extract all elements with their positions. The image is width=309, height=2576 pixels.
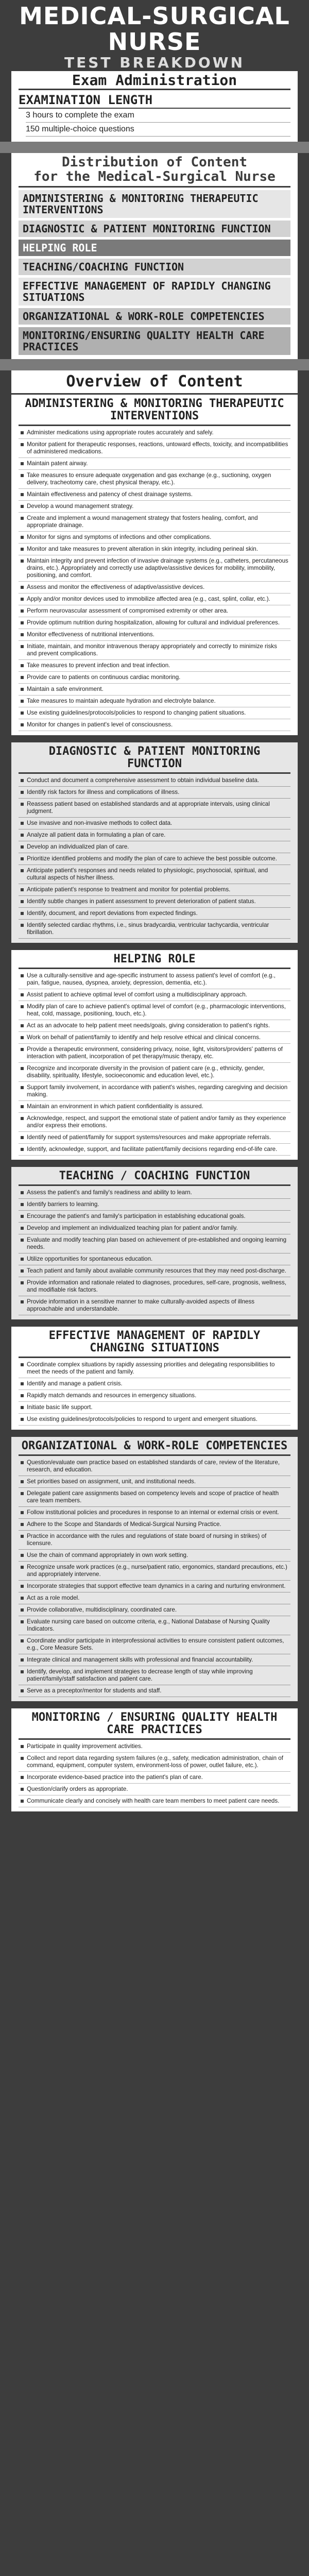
- list-item: Anticipate patient's response to treatment and monitor for potential problems.: [19, 884, 290, 896]
- list-item: Maintain patent airway.: [19, 458, 290, 470]
- list-item: Create and implement a wound management strategy that fosters healing, comfort, and appropriate drainage.: [19, 513, 290, 532]
- distribution-item: TEACHING/COACHING FUNCTION: [19, 259, 290, 275]
- section-list: [19, 1187, 290, 1315]
- list-item: Take measures to prevent infection and treat infection.: [19, 660, 290, 672]
- distribution-item: ADMINISTERING & MONITORING THERAPEUTIC INTERVENTIONS: [19, 190, 290, 218]
- section-list: [19, 775, 290, 939]
- list-item: Provide a therapeutic environment, considering privacy, noise, light, visitors/providers' patterns of interaction with patient, incorporation of pet therapy/music therapy, etc.: [19, 1044, 290, 1063]
- distribution-item: ORGANIZATIONAL & WORK-ROLE COMPETENCIES: [19, 308, 290, 325]
- list-item: Develop a wound management strategy.: [19, 501, 290, 513]
- section-divider: [0, 943, 309, 950]
- list-item: Provide care to patients on continuous cardiac monitoring.: [19, 672, 290, 684]
- list-item: Coordinate complex situations by rapidly assessing priorities and delegating responsibilities to meet the needs of the patient and family.: [19, 1359, 290, 1378]
- list-item: Teach patient and family about available community resources that they may need post-discharge.: [19, 1265, 290, 1277]
- list-item: Take measures to ensure adequate oxygenation and gas exchange (e.g., suctioning, oxygen delivery, tracheotomy care, chest physical therapy, etc.).: [19, 470, 290, 489]
- list-item: Act as a role model.: [19, 1592, 290, 1604]
- list-item: Use existing guidelines/protocols/policies to respond to urgent and emergent situations.: [19, 1414, 290, 1426]
- list-item: Perform neurovascular assessment of compromised extremity or other area.: [19, 605, 290, 617]
- list-item: Set priorities based on assignment, unit, and institutional needs.: [19, 1476, 290, 1488]
- section-list: [19, 970, 290, 1156]
- list-item: Question/evaluate own practice based on established standards of care, review of the literature, research, and education.: [19, 1457, 290, 1476]
- overview-title: Overview of Content: [11, 370, 298, 395]
- list-item: Initiate, maintain, and monitor intravenous therapy appropriately and correctly to minimize risks and prevent complications.: [19, 641, 290, 660]
- section-divider: [0, 735, 309, 742]
- overview-section: [11, 742, 298, 943]
- list-item: Identify and manage a patient crisis.: [19, 1378, 290, 1390]
- list-item: Practice in accordance with the rules and regulations of state board of nursing in strikes) of licensure.: [19, 1531, 290, 1550]
- list-item: Adhere to the Scope and Standards of Medical-Surgical Nursing Practice.: [19, 1519, 290, 1531]
- list-item: Identify need of patient/family for support systems/resources and make appropriate referrals.: [19, 1132, 290, 1144]
- list-item: Monitor effectiveness of nutritional interventions.: [19, 629, 290, 641]
- list-item: Administer medications using appropriate routes accurately and safely.: [19, 427, 290, 439]
- list-item: Identify risk factors for illness and complications of illness.: [19, 787, 290, 799]
- section-divider: [0, 1319, 309, 1327]
- section-title: TEACHING / COACHING FUNCTION: [19, 1170, 290, 1186]
- list-item: Provide optimum nutrition during hospitalization, allowing for cultural and individual preferences.: [19, 617, 290, 629]
- overview-section: [11, 950, 298, 1160]
- overview-section: [11, 1437, 298, 1701]
- list-item: Identify, develop, and implement strategies to decrease length of stay while improving patient/family/staff satisfaction and patient care.: [19, 1666, 290, 1685]
- distribution: [11, 153, 298, 359]
- distribution-item: HELPING ROLE: [19, 240, 290, 256]
- list-item: Use existing guidelines/protocols/policies to respond to changing patient situations.: [19, 707, 290, 719]
- band: [0, 359, 309, 370]
- list-item: Reassess patient based on established standards and at appropriate intervals, using clinical judgment.: [19, 799, 290, 818]
- list-item: Identify selected cardiac rhythms, i.e., sinus bradycardia, ventricular tachycardia, ventricular fibrillation.: [19, 920, 290, 939]
- overview-section: [11, 395, 298, 735]
- list-item: Analyze all patient data in formulating a plan of care.: [19, 829, 290, 841]
- list-item: Evaluate nursing care based on outcome criteria, e.g., National Database of Nursing Quality Indicators.: [19, 1616, 290, 1635]
- list-item: Recognize unsafe work practices (e.g., nurse/patient ratio, ergonomics, standard precautions, etc.) and appropriately intervene.: [19, 1562, 290, 1581]
- list-item: Provide information in a sensitive manner to make culturally-avoided aspects of illness approachable and understandable.: [19, 1296, 290, 1315]
- list-item: Modify plan of care to achieve patient's optimal level of comfort (e.g., pharmacologic interventions, heat, cold, massage, positioning, touch, etc.).: [19, 1001, 290, 1020]
- list-item: Incorporate strategies that support effective team dynamics in a caring and nurturing environment.: [19, 1581, 290, 1592]
- list-item: Rapidly match demands and resources in emergency situations.: [19, 1390, 290, 1402]
- list-item: Identify, acknowledge, support, and facilitate patient/family decisions regarding end-of-life care.: [19, 1144, 290, 1156]
- list-item: Utilize opportunities for spontaneous education.: [19, 1253, 290, 1265]
- list-item: Prioritize identified problems and modify the plan of care to achieve the best possible outcome.: [19, 853, 290, 865]
- list-item: Take measures to maintain adequate hydration and electrolyte balance.: [19, 696, 290, 707]
- list-item: Monitor patient for therapeutic responses, reactions, untoward effects, toxicity, and incompatibilities of administered medications.: [19, 439, 290, 458]
- list-item: Develop an individualized plan of care.: [19, 841, 290, 853]
- list-item: Provide information and rationale related to diagnoses, procedures, self-care, prognosis, wellness, and modifiable risk factors.: [19, 1277, 290, 1296]
- exam-line: 150 multiple-choice questions: [26, 123, 290, 137]
- header: [0, 0, 309, 71]
- distribution-title: [19, 155, 290, 188]
- section-divider: [0, 1160, 309, 1167]
- list-item: Work on behalf of patient/family to identify and help resolve ethical and clinical concerns.: [19, 1032, 290, 1044]
- list-item: Act as an advocate to help patient meet needs/goals, giving consideration to patient's rights.: [19, 1020, 290, 1032]
- distribution-item: MONITORING/ENSURING QUALITY HEALTH CARE PRACTICES: [19, 327, 290, 355]
- list-item: Monitor for changes in patient's level of consciousness.: [19, 719, 290, 731]
- list-item: Develop and implement an individualized teaching plan for patient and/or family.: [19, 1223, 290, 1234]
- list-item: Recognize and incorporate diversity in the provision of patient care (e.g., ethnicity, gender, disability, spirituality, lifestyle, socioeconomic and education level, etc.).: [19, 1063, 290, 1082]
- section-list: [19, 1457, 290, 1697]
- section-title: DIAGNOSTIC & PATIENT MONITORING FUNCTION: [19, 745, 290, 774]
- distribution-item: EFFECTIVE MANAGEMENT OF RAPIDLY CHANGING SITUATIONS: [19, 278, 290, 306]
- list-item: Initiate basic life support.: [19, 1402, 290, 1414]
- list-item: Support family involvement, in accordance with patient's wishes, regarding caregiving and decision making.: [19, 1082, 290, 1101]
- section-list: [19, 1741, 290, 1807]
- overview-section: [11, 1708, 298, 1811]
- list-item: Incorporate evidence-based practice into the patient's plan of care.: [19, 1772, 290, 1784]
- list-item: Identify barriers to learning.: [19, 1199, 290, 1211]
- exam-title: Exam Administration: [19, 72, 290, 90]
- overview-section: [11, 1167, 298, 1319]
- exam-administration: [11, 71, 298, 142]
- exam-line: 3 hours to complete the exam: [26, 109, 290, 123]
- title-line-1: MEDICAL-SURGICAL: [19, 2, 290, 30]
- overview-section: [11, 1327, 298, 1430]
- section-title: MONITORING / ENSURING QUALITY HEALTH CARE PRACTICES: [19, 1711, 290, 1740]
- section-title: ORGANIZATIONAL & WORK-ROLE COMPETENCIES: [19, 1440, 290, 1456]
- overview-sections: [0, 395, 309, 1811]
- section-list: [19, 1359, 290, 1426]
- list-item: Apply and/or monitor devices used to immobilize affected area (e.g., cast, splint, collar, etc.).: [19, 594, 290, 605]
- distribution-title-line-2: for the Medical-Surgical Nurse: [33, 169, 276, 184]
- section-title: ADMINISTERING & MONITORING THERAPEUTIC INTERVENTIONS: [19, 398, 290, 426]
- list-item: Monitor and take measures to prevent alteration in skin integrity, including perineal skin.: [19, 544, 290, 555]
- section-divider: [0, 1701, 309, 1708]
- title-line-3: TEST BREAKDOWN: [64, 54, 245, 71]
- list-item: Maintain integrity and prevent infection of invasive drainage systems (e.g., catheters, percutaneous drains, etc.). Appropriately and correctly use adaptive/assistive devices for mobility, immobility, positioning, and comfort.: [19, 555, 290, 582]
- list-item: Follow institutional policies and procedures in response to an internal or external crisis or event.: [19, 1507, 290, 1519]
- list-item: Provide collaborative, multidisciplinary, coordinated care.: [19, 1604, 290, 1616]
- list-item: Assess and monitor the effectiveness of adaptive/assistive devices.: [19, 582, 290, 594]
- title-line-2: NURSE: [108, 28, 201, 56]
- list-item: Delegate patient care assignments based on competency levels and scope of practice of health care team members.: [19, 1488, 290, 1507]
- list-item: Monitor for signs and symptoms of infections and other complications.: [19, 532, 290, 544]
- list-item: Assist patient to achieve optimal level of comfort using a multidisciplinary approach.: [19, 989, 290, 1001]
- section-title: HELPING ROLE: [19, 953, 290, 969]
- list-item: Use the chain of command appropriately in own work setting.: [19, 1550, 290, 1562]
- section-list: [19, 427, 290, 731]
- exam-length-heading: EXAMINATION LENGTH: [19, 92, 290, 109]
- list-item: Evaluate and modify teaching plan based on achievement of pre-established and ongoing learning needs.: [19, 1234, 290, 1253]
- list-item: Coordinate and/or participate in interprofessional activities to ensure consistent patient outcomes, e.g., Core Measure Sets.: [19, 1635, 290, 1654]
- list-item: Maintain a safe environment.: [19, 684, 290, 696]
- list-item: Serve as a preceptor/mentor for students and staff.: [19, 1685, 290, 1697]
- band: [0, 142, 309, 153]
- distribution-title-line-1: Distribution of Content: [61, 155, 248, 170]
- list-item: Acknowledge, respect, and support the emotional state of patient and/or family as they experience and/or express their emotions.: [19, 1113, 290, 1132]
- list-item: Integrate clinical and management skills with professional and financial accountability.: [19, 1654, 290, 1666]
- list-item: Conduct and document a comprehensive assessment to obtain individual baseline data.: [19, 775, 290, 787]
- list-item: Identify, document, and report deviations from expected findings.: [19, 908, 290, 920]
- list-item: Communicate clearly and concisely with health care team members to meet patient care needs.: [19, 1795, 290, 1807]
- list-item: Maintain effectiveness and patency of chest drainage systems.: [19, 489, 290, 501]
- list-item: Use a culturally-sensitive and age-specific instrument to assess patient's level of comfort (e.g., pain, fatigue, nausea, dyspnea, anxiety, depression, dementia, etc.).: [19, 970, 290, 989]
- list-item: Anticipate patient's responses and needs related to physiologic, psychosocial, spiritual, and cultural aspects of his/her illness.: [19, 865, 290, 884]
- list-item: Identify subtle changes in patient assessment to prevent deterioration of patient status.: [19, 896, 290, 908]
- list-item: Question/clarify orders as appropriate.: [19, 1784, 290, 1795]
- section-divider: [0, 1430, 309, 1437]
- list-item: Assess the patient's and family's readiness and ability to learn.: [19, 1187, 290, 1199]
- section-title: EFFECTIVE MANAGEMENT OF RAPIDLY CHANGING SITUATIONS: [19, 1330, 290, 1358]
- distribution-item: DIAGNOSTIC & PATIENT MONITORING FUNCTION: [19, 221, 290, 237]
- list-item: Maintain an environment in which patient confidentiality is assured.: [19, 1101, 290, 1113]
- list-item: Use invasive and non-invasive methods to collect data.: [19, 818, 290, 829]
- list-item: Collect and report data regarding system failures (e.g., safety, medication administration, chain of command, equipment, computer system, environment-loss of power, outlet failure, etc.).: [19, 1753, 290, 1772]
- list-item: Participate in quality improvement activities.: [19, 1741, 290, 1753]
- list-item: Encourage the patient's and family's participation in establishing educational goals.: [19, 1211, 290, 1223]
